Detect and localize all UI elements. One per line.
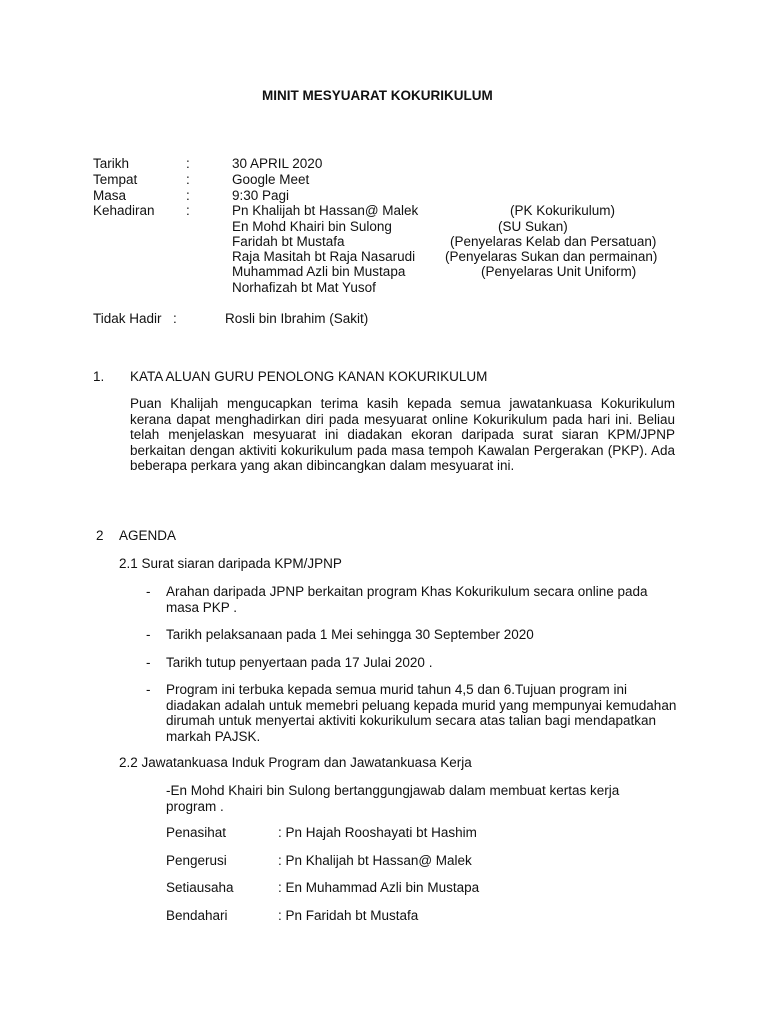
bullet-dash: - — [146, 655, 151, 670]
meta-value-time: 9:30 Pagi — [232, 188, 290, 203]
attendee-role: (SU Sukan) — [498, 219, 568, 234]
committee-role: Setiausaha — [166, 880, 234, 895]
bullet-dash: - — [146, 682, 151, 697]
meta-colon: : — [186, 188, 190, 203]
bullet-dash: - — [146, 627, 151, 642]
attendee-role: (PK Kokurikulum) — [510, 203, 616, 218]
attendee-name: En Mohd Khairi bin Sulong — [232, 219, 392, 234]
attendee-name: Norhafizah bt Mat Yusof — [232, 280, 376, 295]
attendee-role: (Penyelaras Sukan dan permainan) — [445, 249, 658, 264]
meta-label-date: Tarikh — [93, 156, 130, 171]
committee-member: : Pn Khalijah bt Hassan@ Malek — [278, 853, 472, 868]
meta-label-time: Masa — [93, 188, 127, 203]
meta-value-place: Google Meet — [232, 172, 310, 187]
meta-value-date: 30 APRIL 2020 — [232, 156, 323, 171]
meta-colon: : — [186, 156, 190, 171]
committee-role: Pengerusi — [166, 853, 227, 868]
bullet-text: Tarikh pelaksanaan pada 1 Mei sehingga 30 September 2020 — [166, 627, 534, 642]
attendee-name: Pn Khalijah bt Hassan@ Malek — [232, 203, 419, 218]
document-title: MINIT MESYUARAT KOKURIKULUM — [262, 88, 493, 103]
committee-member: : Pn Hajah Rooshayati bt Hashim — [278, 825, 477, 840]
section-1-number: 1. — [93, 369, 105, 384]
section-1-paragraph: Puan Khalijah mengucapkan terima kasih kepada semua jawatankuasa Kokurikulum kerana dapat menghadirkan diri pada mesyuarat online Kokurikulum pada hari ini. Beliau telah menjelaskan mesyuarat ini diadakan ekoran daripada surat siaran KPM/JPNP berkaitan dengan aktiviti kokurikulum pada masa tempoh Kawalan Pergerakan (PKP). Ada beberapa perkara yang akan dibincangkan dalam mesyuarat ini. — [130, 396, 675, 473]
attendee-name: Faridah bt Mustafa — [232, 234, 345, 249]
bullet-dash: - — [146, 584, 151, 599]
committee-member: : Pn Faridah bt Mustafa — [278, 908, 419, 923]
bullet-text: Program ini terbuka kepada semua murid tahun 4,5 dan 6.Tujuan program ini diadakan adalah untuk memebri peluang kepada murid yang mempunyai kemudahan dirumah untuk menyertai aktiviti kokurikulum secara atas talian bagi mendapatkan markah PAJSK. — [166, 682, 677, 744]
meta-colon: : — [186, 203, 190, 218]
absent-label: Tidak Hadir — [93, 311, 162, 326]
subsection-2-1-heading: 2.1 Surat siaran daripada KPM/JPNP — [119, 556, 342, 571]
attendee-role: (Penyelaras Unit Uniform) — [481, 264, 637, 279]
subsection-2-2-heading: 2.2 Jawatankuasa Induk Program dan Jawatankuasa Kerja — [119, 755, 472, 770]
section-2-number: 2 — [96, 528, 104, 543]
section-1-heading: KATA ALUAN GURU PENOLONG KANAN KOKURIKULUM — [130, 369, 488, 384]
section-2-heading: AGENDA — [119, 528, 177, 543]
attendee-role: (Penyelaras Kelab dan Persatuan) — [450, 234, 657, 249]
meta-colon: : — [186, 172, 190, 187]
committee-role: Bendahari — [166, 908, 228, 923]
meta-label-attendance: Kehadiran — [93, 203, 155, 218]
attendee-name: Raja Masitah bt Raja Nasarudi — [232, 249, 416, 264]
attendee-name: Muhammad Azli bin Mustapa — [232, 264, 406, 279]
committee-member: : En Muhammad Azli bin Mustapa — [278, 880, 480, 895]
bullet-text: Tarikh tutup penyertaan pada 17 Julai 2020 . — [166, 655, 433, 670]
meta-label-place: Tempat — [93, 172, 138, 187]
absent-colon: : — [173, 311, 177, 326]
subsection-2-2-intro: -En Mohd Khairi bin Sulong bertanggungjawab dalam membuat kertas kerja program . — [166, 783, 620, 814]
bullet-text: Arahan daripada JPNP berkaitan program Khas Kokurikulum secara online pada masa PKP . — [166, 584, 648, 615]
committee-role: Penasihat — [166, 825, 227, 840]
absent-value: Rosli bin Ibrahim (Sakit) — [225, 311, 369, 326]
